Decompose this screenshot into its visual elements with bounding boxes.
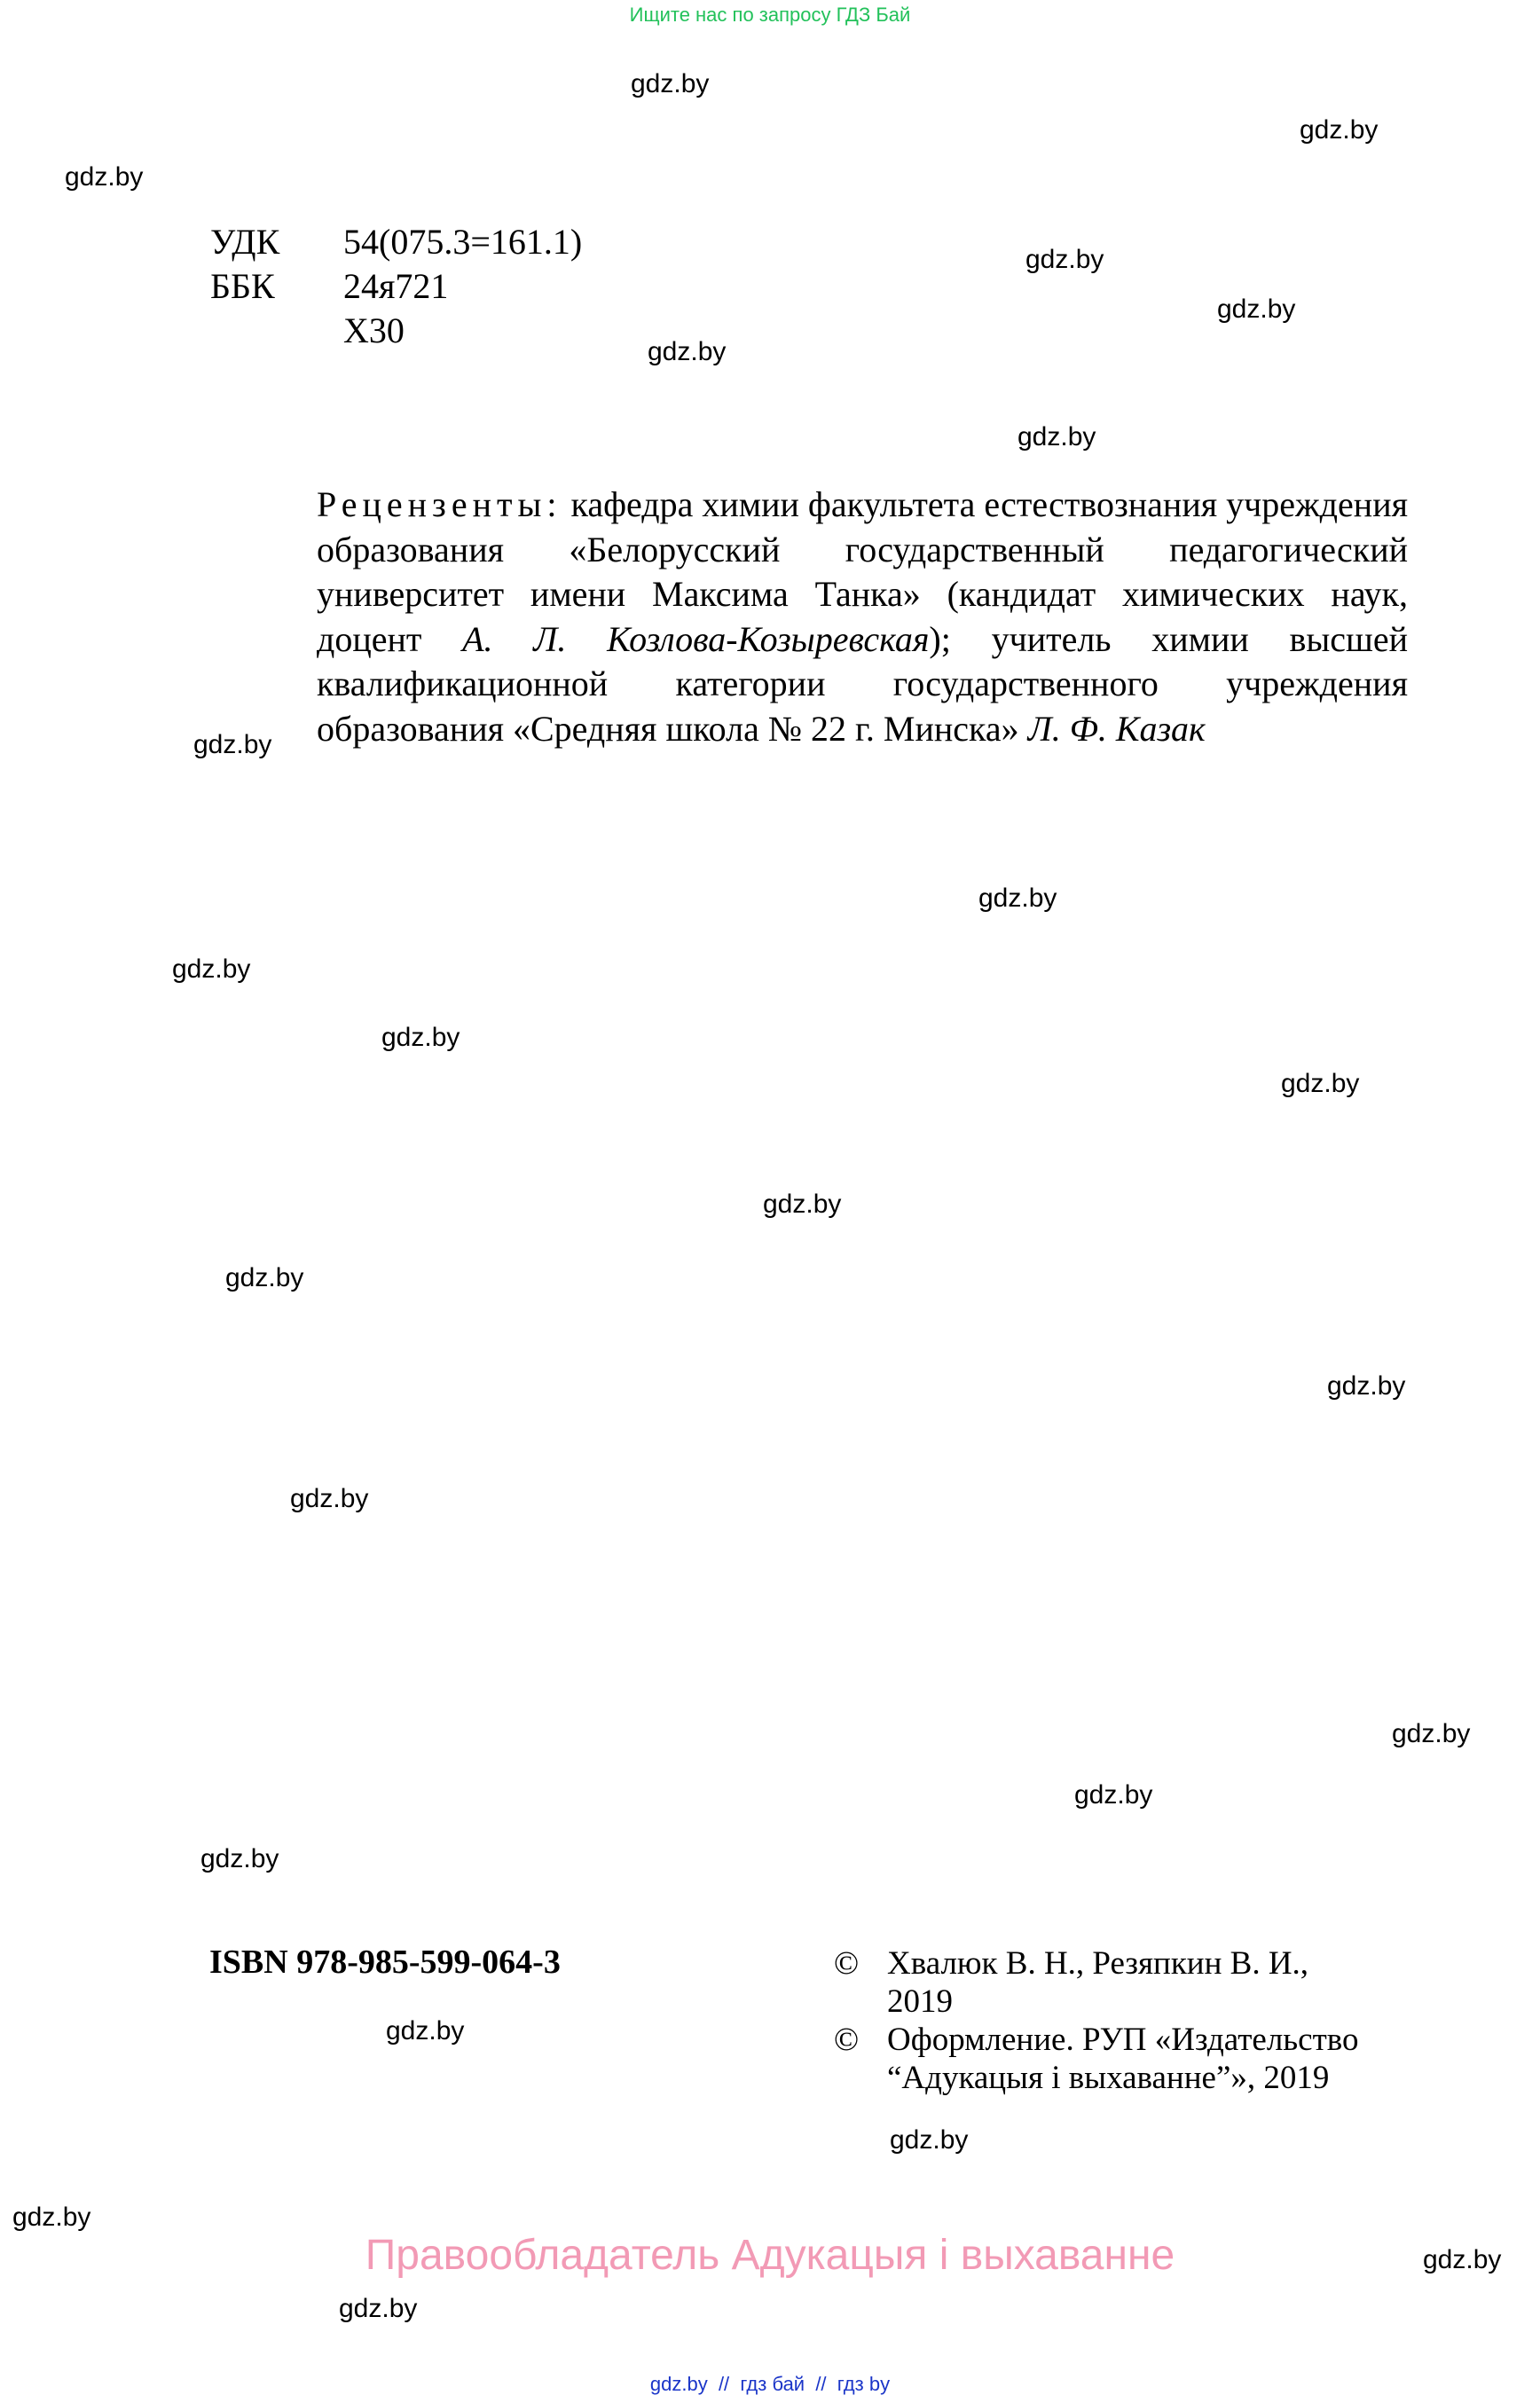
copyright-publisher-line1: Оформление. РУП «Издательство bbox=[887, 2022, 1359, 2058]
udk-label: УДК bbox=[210, 222, 280, 262]
reviewer-name-2: Л. Ф. Казак bbox=[1027, 708, 1206, 749]
rights-holder: Правообладатель Адукацыя і выхаванне bbox=[365, 2232, 1175, 2279]
watermark: gdz.by bbox=[1217, 294, 1296, 324]
watermark: gdz.by bbox=[172, 954, 251, 984]
watermark: gdz.by bbox=[1074, 1780, 1153, 1810]
top-banner: Ищите нас по запросу ГДЗ Бай bbox=[629, 4, 911, 26]
watermark: gdz.by bbox=[648, 337, 727, 366]
copyright-authors bbox=[834, 1944, 1455, 2024]
watermark: gdz.by bbox=[225, 1263, 304, 1292]
copyright-authors-line2: 2019 bbox=[887, 1983, 953, 2020]
watermark: gdz.by bbox=[200, 1844, 279, 1873]
watermark: gdz.by bbox=[1025, 245, 1104, 274]
bbk-label: ББК bbox=[210, 266, 275, 306]
watermark: gdz.by bbox=[386, 2016, 465, 2046]
watermark: gdz.by bbox=[290, 1484, 369, 1513]
author-mark-value: Х30 bbox=[343, 310, 405, 350]
watermark: gdz.by bbox=[1392, 1719, 1471, 1748]
reviewers-text-2: ); учитель химии высшей квалификационной категории государственного учреждения образования «Средняя школа № 22 г. Минска» bbox=[317, 618, 1408, 749]
watermark: gdz.by bbox=[978, 883, 1057, 913]
copyright-publisher-line2: “Адукацыя і выхаванне”», 2019 bbox=[887, 2060, 1330, 2096]
copyright-icon: © bbox=[834, 1945, 860, 1982]
udk-row bbox=[210, 220, 582, 264]
watermark: gdz.by bbox=[381, 1023, 460, 1052]
copyright-authors-line1: Хвалюк В. Н., Резяпкин В. И., bbox=[887, 1945, 1309, 1982]
reviewers-paragraph bbox=[317, 483, 1408, 751]
classification-block bbox=[210, 220, 582, 353]
watermark: gdz.by bbox=[1281, 1069, 1360, 1098]
author-mark-row bbox=[210, 309, 582, 353]
footer-links[interactable]: gdz.by // гдз бай // гдз by bbox=[649, 2373, 891, 2395]
watermark: gdz.by bbox=[890, 2125, 969, 2155]
watermark: gdz.by bbox=[193, 730, 272, 759]
watermark: gdz.by bbox=[1300, 115, 1379, 145]
copyright-publisher bbox=[834, 2021, 1455, 2101]
watermark: gdz.by bbox=[339, 2294, 418, 2323]
watermark: gdz.by bbox=[1423, 2245, 1502, 2274]
reviewer-name-1: А. Л. Козлова-Козыревская bbox=[462, 618, 930, 659]
bbk-value: 24я721 bbox=[343, 266, 449, 306]
watermark: gdz.by bbox=[631, 69, 710, 98]
watermark: gdz.by bbox=[12, 2203, 91, 2232]
isbn: ISBN 978-985-599-064-3 bbox=[209, 1944, 561, 1981]
watermark: gdz.by bbox=[1018, 422, 1096, 452]
watermark: gdz.by bbox=[1327, 1371, 1406, 1401]
copyright-icon: © bbox=[834, 2022, 860, 2058]
watermark: gdz.by bbox=[65, 162, 144, 192]
watermark: gdz.by bbox=[763, 1190, 842, 1219]
udk-value: 54(075.3=161.1) bbox=[343, 222, 583, 262]
reviewers-heading: Рецензенты: bbox=[317, 484, 562, 524]
bbk-row bbox=[210, 264, 582, 309]
reviewers-text-1: кафедра химии факультета естествознания учреждения образования «Белорусский государственный педагогический университет имени Максима Танка» (кандидат химических наук, доцент bbox=[317, 484, 1408, 659]
